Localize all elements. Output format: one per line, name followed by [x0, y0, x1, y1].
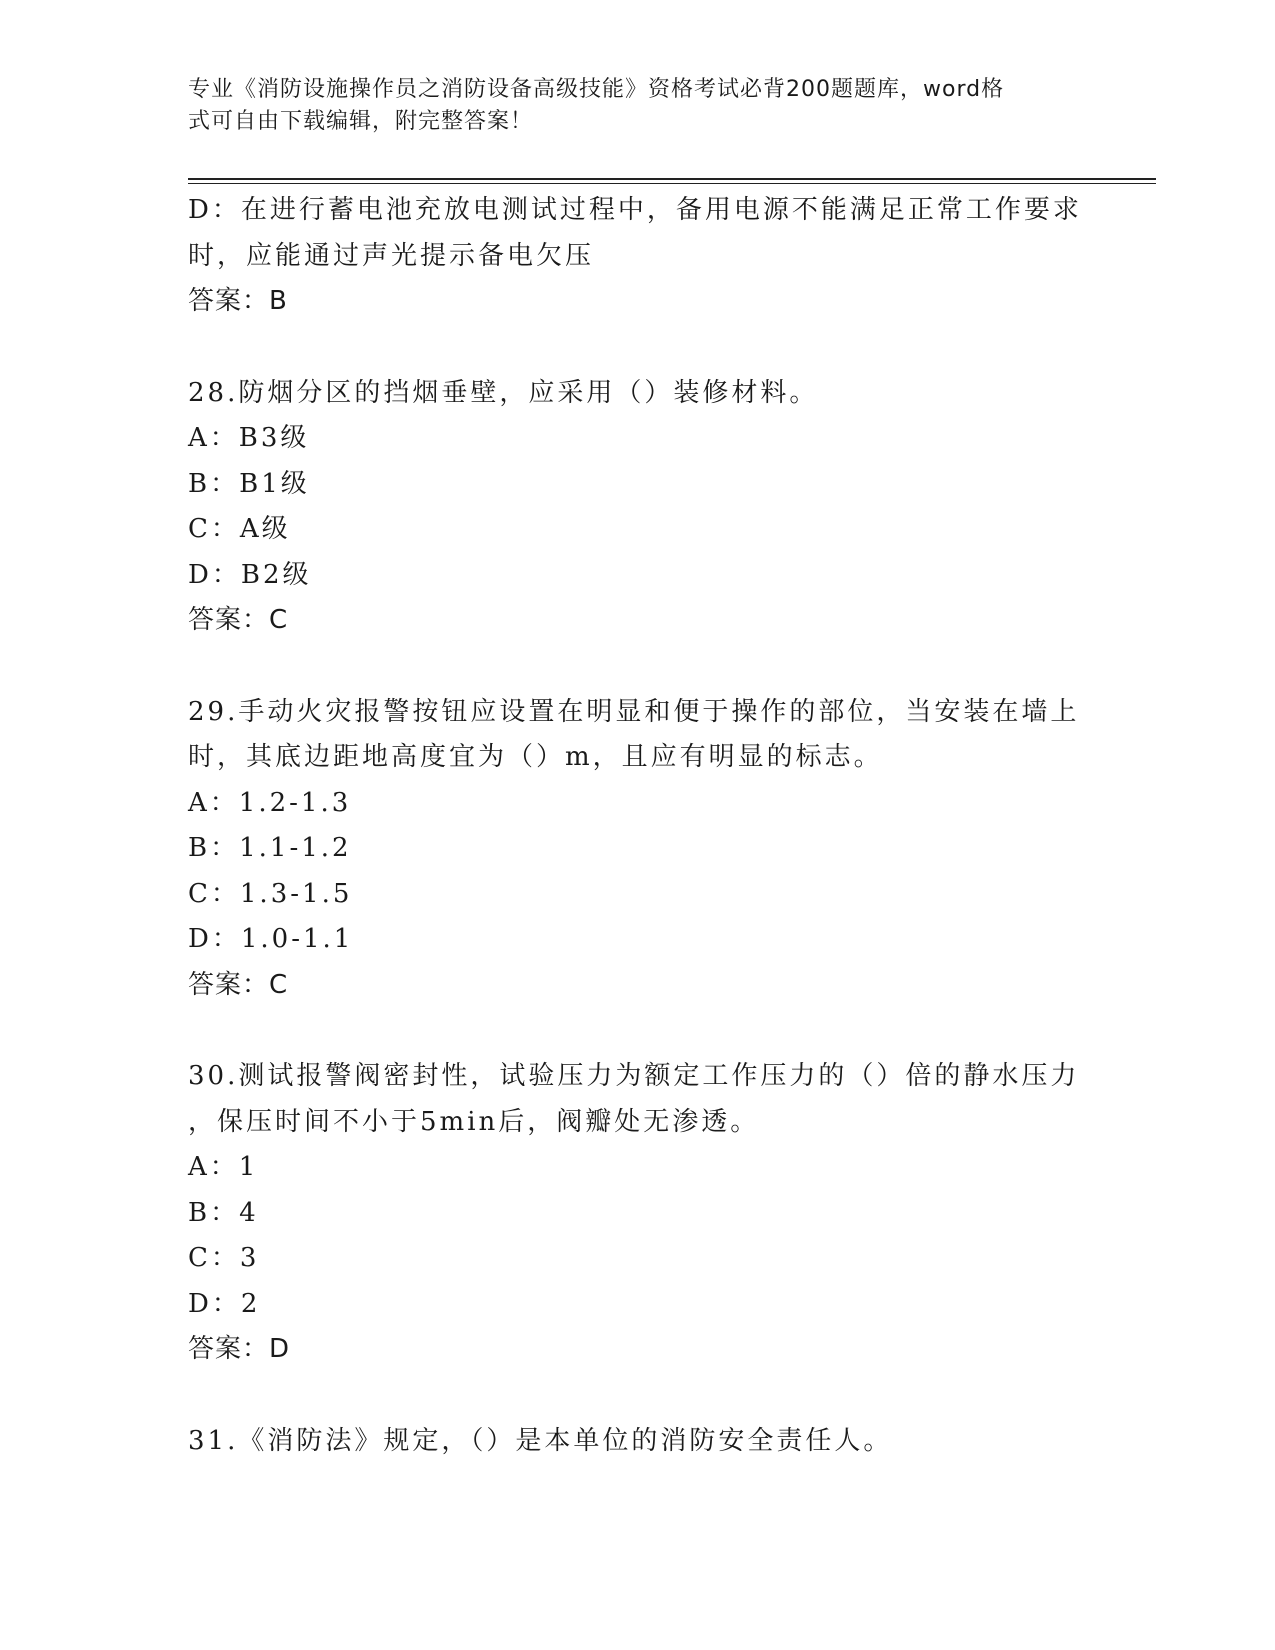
spacer — [188, 644, 1088, 690]
header-divider-thick — [188, 178, 1156, 180]
option-d: D：B2级 — [188, 559, 312, 590]
option-a: A：1.2-1.3 — [188, 787, 352, 818]
question-stem-line-1: 29.手动火灾报警按钮应设置在明显和便于操作的部位，当安装在墙上 — [188, 696, 1080, 727]
option-b: B：1.1-1.2 — [188, 833, 352, 863]
answer-line: 答案：D — [188, 1334, 291, 1364]
question-31 — [188, 1419, 1088, 1465]
question-stem-line-1: 30.测试报警阀密封性，试验压力为额定工作压力的（）倍的静水压力 — [188, 1061, 1080, 1091]
option-d-line-1: D：在进行蓄电池充放电测试过程中，备用电源不能满足正常工作要求 — [188, 195, 1082, 225]
question-stem: 31.《消防法》规定，（）是本单位的消防安全责任人。 — [188, 1425, 893, 1456]
option-d: D：1.0-1.1 — [188, 924, 354, 954]
option-a: A：1 — [188, 1152, 259, 1182]
answer-line: 答案：C — [188, 969, 289, 1000]
option-a: A：B3级 — [188, 423, 310, 453]
answer-line: 答案：B — [188, 286, 288, 316]
question-28 — [188, 371, 1088, 644]
option-b: B：B1级 — [188, 468, 310, 499]
spacer — [188, 1008, 1088, 1054]
header-divider-thin — [188, 183, 1156, 184]
question-list — [188, 188, 1088, 1464]
option-c: C：1.3-1.5 — [188, 878, 353, 909]
option-d: D：2 — [188, 1288, 261, 1319]
answer-line: 答案：C — [188, 605, 289, 635]
document-header — [188, 74, 1068, 138]
question-stem-line-2: ，保压时间不小于5min后，阀瓣处无渗透。 — [188, 1106, 760, 1137]
header-line-2: 式可自由下载编辑，附完整答案！ — [188, 109, 534, 134]
option-b: B：4 — [188, 1197, 259, 1228]
option-c: C：A级 — [188, 514, 291, 544]
spacer — [188, 325, 1088, 371]
question-30 — [188, 1054, 1088, 1373]
question-stem-line-2: 时，其底边距地高度宜为（）m，且应有明显的标志。 — [188, 742, 883, 772]
spacer — [188, 1373, 1088, 1419]
question-29 — [188, 690, 1088, 1009]
previous-question-tail — [188, 188, 1088, 325]
header-line-1: 专业《消防设施操作员之消防设备高级技能》资格考试必背200题题库，word格 — [188, 77, 1005, 102]
option-c: C：3 — [188, 1243, 260, 1273]
option-d-line-2: 时，应能通过声光提示备电欠压 — [188, 240, 595, 271]
question-stem: 28.防烟分区的挡烟垂壁，应采用（）装修材料。 — [188, 377, 819, 408]
